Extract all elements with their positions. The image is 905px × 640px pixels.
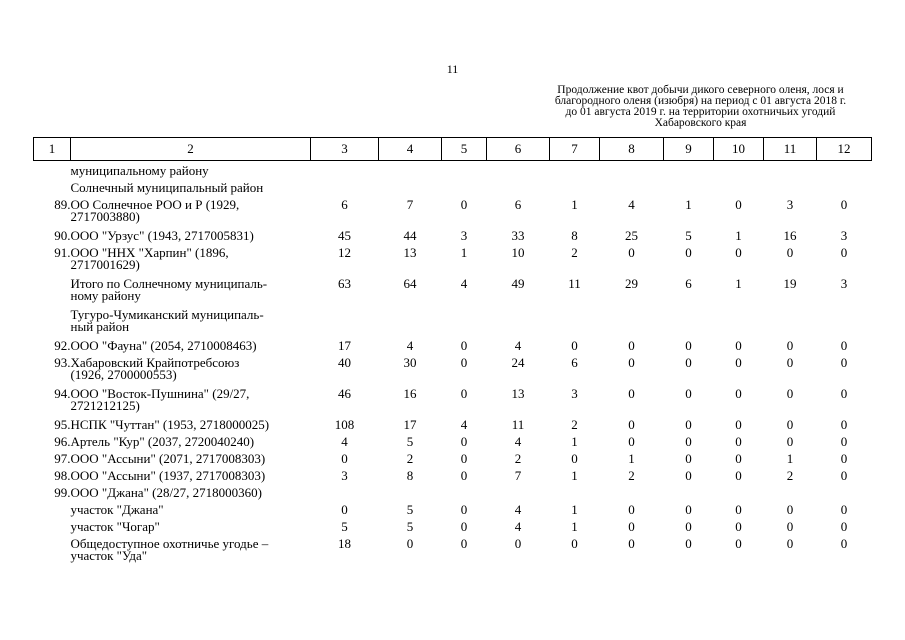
row-number: 97. (54, 451, 71, 466)
value-cell: 3 (571, 386, 578, 401)
value-cell: 0 (735, 536, 742, 551)
value-cell (600, 165, 664, 182)
row-name-line: ному району (70, 288, 141, 303)
table-row (34, 199, 872, 230)
value-cell: 0 (685, 502, 692, 517)
value-cell: 7 (514, 468, 522, 483)
value-cell: 0 (460, 355, 468, 370)
row-number (34, 278, 71, 309)
value-cell: 0 (786, 386, 794, 401)
value-cell: 0 (840, 451, 848, 466)
row-number (34, 521, 71, 538)
value-cell: 6 (571, 355, 578, 370)
value-cell: 0 (685, 386, 692, 401)
value-cell: 0 (840, 386, 848, 401)
value-cell: 19 (783, 276, 797, 291)
value-cell: 0 (571, 451, 578, 466)
row-name-line: ОО Солнечное РОО и Р (1929, (70, 197, 240, 212)
table-row (34, 388, 872, 419)
value-cell (379, 165, 442, 182)
page-number: 11 (446, 62, 459, 76)
table-body (34, 161, 872, 570)
row-name-line: Солнечный муниципальный район (70, 180, 264, 195)
value-cell: 0 (786, 417, 794, 432)
value-cell: 0 (840, 355, 848, 370)
row-name (71, 538, 311, 569)
row-name-line: Хабаровский Крайпотребсоюз (70, 355, 240, 370)
value-cell: 0 (685, 451, 692, 466)
value-cell: 0 (735, 417, 742, 432)
table-row (34, 538, 872, 569)
value-cell (311, 165, 379, 182)
value-cell (550, 165, 600, 182)
value-cell: 0 (735, 519, 742, 534)
value-cell: 2 (571, 245, 578, 260)
value-cell: 1 (735, 228, 742, 243)
value-cell: 49 (511, 276, 525, 291)
value-cell (764, 165, 817, 182)
value-cell: 0 (460, 502, 468, 517)
row-name-line: Артель "Кур" (2037, 2720040240) (70, 434, 255, 449)
column-header: 6 (487, 138, 550, 161)
value-cell: 3 (840, 228, 848, 243)
row-name-line: участок "Чогар" (70, 519, 160, 534)
value-cell: 3 (341, 468, 348, 483)
value-cell: 0 (840, 502, 848, 517)
value-cell: 13 (403, 245, 417, 260)
value-cell: 0 (628, 355, 635, 370)
value-cell: 8 (406, 468, 414, 483)
quota-table (33, 137, 872, 569)
value-cell: 1 (571, 468, 578, 483)
value-cell: 4 (628, 197, 635, 212)
value-cell: 0 (628, 519, 635, 534)
row-name-line: участок "Джана" (70, 502, 164, 517)
value-cell: 108 (334, 417, 355, 432)
value-cell: 17 (338, 338, 351, 353)
column-header: 1 (34, 138, 71, 161)
value-cell: 0 (341, 502, 348, 517)
value-cell: 1 (571, 434, 578, 449)
column-header: 5 (442, 138, 487, 161)
value-cell: 3 (460, 228, 468, 243)
caption-line: Продолжение квот добычи дикого северного оленя, лося и (557, 84, 844, 96)
column-header: 4 (379, 138, 442, 161)
value-cell: 4 (341, 434, 348, 449)
value-cell (379, 309, 442, 340)
value-cell: 0 (460, 434, 468, 449)
row-name-line: ООО "Восток-Пушнина" (29/27, (70, 386, 250, 401)
value-cell: 45 (338, 228, 351, 243)
value-cell: 0 (840, 536, 848, 551)
value-cell: 0 (628, 417, 635, 432)
value-cell: 0 (685, 434, 692, 449)
table-row (34, 247, 872, 278)
value-cell: 4 (514, 338, 522, 353)
value-cell: 5 (406, 434, 414, 449)
value-cell: 4 (460, 417, 468, 432)
caption-line: Хабаровского края (654, 117, 747, 129)
value-cell: 4 (406, 338, 414, 353)
value-cell (311, 309, 379, 340)
value-cell: 4 (514, 519, 522, 534)
value-cell: 1 (786, 451, 794, 466)
value-cell: 1 (628, 451, 635, 466)
value-cell: 0 (735, 245, 742, 260)
value-cell: 0 (685, 417, 692, 432)
caption-line: благородного оленя (изюбря) на период с 01 августа 2018 г. (554, 95, 847, 107)
row-number: 96. (54, 434, 71, 449)
row-number: 94. (54, 386, 71, 401)
row-name-line: ООО "Ассыни" (1937, 2717008303) (70, 468, 266, 483)
value-cell (487, 165, 550, 182)
row-name-line: 2721212125) (70, 398, 140, 413)
value-cell: 0 (460, 338, 468, 353)
row-number: 95. (54, 417, 71, 432)
table-row (34, 357, 872, 388)
column-header: 12 (817, 138, 872, 161)
value-cell: 0 (628, 502, 635, 517)
value-cell (487, 309, 550, 340)
value-cell: 3 (786, 197, 794, 212)
value-cell (664, 309, 714, 340)
value-cell: 1 (571, 197, 578, 212)
value-cell: 8 (571, 228, 578, 243)
value-cell: 46 (338, 386, 351, 401)
column-header: 3 (311, 138, 379, 161)
value-cell: 0 (685, 355, 692, 370)
header-row (34, 138, 872, 161)
column-header: 2 (71, 138, 311, 161)
value-cell: 0 (406, 536, 414, 551)
value-cell: 0 (840, 434, 848, 449)
value-cell: 0 (786, 245, 794, 260)
value-cell: 5 (406, 519, 414, 534)
value-cell: 0 (735, 386, 742, 401)
value-cell: 11 (511, 417, 525, 432)
value-cell: 0 (840, 338, 848, 353)
value-cell: 0 (628, 536, 635, 551)
column-header: 10 (714, 138, 764, 161)
value-cell: 5 (406, 502, 414, 517)
value-cell: 0 (341, 451, 348, 466)
value-cell: 0 (685, 468, 692, 483)
value-cell (664, 165, 714, 182)
value-cell: 0 (460, 519, 468, 534)
value-cell: 63 (338, 276, 351, 291)
value-cell: 0 (685, 519, 692, 534)
row-number (34, 504, 71, 521)
value-cell: 6 (341, 197, 348, 212)
value-cell: 0 (685, 536, 692, 551)
row-name (71, 247, 311, 278)
value-cell: 2 (514, 451, 522, 466)
value-cell: 10 (511, 245, 525, 260)
table-caption (528, 85, 873, 129)
value-cell: 1 (685, 197, 692, 212)
value-cell: 0 (735, 355, 742, 370)
value-cell: 5 (685, 228, 692, 243)
row-name-line: (1926, 2700000553) (70, 367, 177, 382)
value-cell: 33 (511, 228, 525, 243)
value-cell: 44 (403, 228, 417, 243)
value-cell: 24 (511, 355, 525, 370)
value-cell: 16 (783, 228, 797, 243)
row-name-line: НСПК "Чуттан" (1953, 2718000025) (70, 417, 270, 432)
value-cell: 2 (571, 417, 578, 432)
row-number: 91. (54, 245, 71, 260)
value-cell: 0 (685, 245, 692, 260)
value-cell: 2 (786, 468, 794, 483)
value-cell (714, 309, 764, 340)
value-cell: 0 (840, 197, 848, 212)
row-number (34, 165, 71, 182)
value-cell: 0 (571, 536, 578, 551)
value-cell: 11 (568, 276, 581, 291)
value-cell: 0 (735, 451, 742, 466)
value-cell: 0 (735, 468, 742, 483)
value-cell (442, 165, 487, 182)
row-name (71, 309, 311, 340)
value-cell: 0 (628, 245, 635, 260)
row-name (71, 278, 311, 309)
value-cell: 4 (514, 502, 522, 517)
value-cell (764, 309, 817, 340)
value-cell: 17 (403, 417, 417, 432)
row-name-line: ный район (70, 319, 130, 334)
row-number: 93. (54, 355, 71, 370)
value-cell: 2 (406, 451, 414, 466)
value-cell: 0 (786, 355, 794, 370)
value-cell: 0 (786, 519, 794, 534)
value-cell: 1 (460, 245, 468, 260)
row-name-line: 2717001629) (70, 257, 140, 272)
value-cell: 4 (460, 276, 468, 291)
value-cell: 2 (628, 468, 635, 483)
value-cell (442, 309, 487, 340)
row-name-line: участок "Уда" (70, 548, 148, 563)
row-number (34, 538, 71, 569)
value-cell: 1 (571, 519, 578, 534)
column-header: 9 (664, 138, 714, 161)
value-cell: 0 (786, 338, 794, 353)
row-name-line: ООО "Урзус" (1943, 2717005831) (70, 228, 254, 243)
value-cell: 4 (514, 434, 522, 449)
row-name-line: муниципальному району (70, 163, 209, 178)
value-cell (817, 309, 872, 340)
value-cell: 0 (840, 245, 848, 260)
value-cell: 0 (786, 536, 794, 551)
value-cell: 0 (840, 417, 848, 432)
column-header: 7 (550, 138, 600, 161)
value-cell: 40 (338, 355, 351, 370)
value-cell: 6 (685, 276, 692, 291)
value-cell: 12 (338, 245, 351, 260)
value-cell: 3 (840, 276, 848, 291)
value-cell: 0 (840, 519, 848, 534)
value-cell: 0 (786, 434, 794, 449)
table-row (34, 309, 872, 340)
caption-line: до 01 августа 2019 г. на территории охотничьих угодий (565, 106, 836, 118)
row-number: 90. (54, 228, 71, 243)
row-number: 92. (54, 338, 71, 353)
row-name (71, 357, 311, 388)
row-name-line: ООО "Ассыни" (2071, 2717008303) (70, 451, 266, 466)
row-name-line: ООО "Фауна" (2054, 2710008463) (70, 338, 257, 353)
value-cell: 0 (460, 386, 468, 401)
value-cell: 0 (571, 338, 578, 353)
value-cell: 0 (735, 502, 742, 517)
row-number: 89. (54, 197, 71, 212)
value-cell: 30 (403, 355, 417, 370)
value-cell: 0 (460, 468, 468, 483)
row-name (71, 199, 311, 230)
value-cell: 0 (460, 536, 468, 551)
row-name-line: Общедоступное охотничье угодье – (70, 536, 269, 551)
value-cell (550, 309, 600, 340)
value-cell: 0 (735, 197, 742, 212)
value-cell (817, 165, 872, 182)
value-cell: 0 (786, 502, 794, 517)
value-cell: 0 (460, 197, 468, 212)
table-row (34, 278, 872, 309)
value-cell: 1 (735, 276, 742, 291)
value-cell: 7 (406, 197, 414, 212)
value-cell: 0 (628, 386, 635, 401)
row-name (71, 388, 311, 419)
column-header: 11 (764, 138, 817, 161)
value-cell: 25 (625, 228, 638, 243)
value-cell: 29 (625, 276, 638, 291)
value-cell: 0 (460, 451, 468, 466)
row-name-line: 2717003880) (70, 209, 140, 224)
value-cell: 6 (514, 197, 522, 212)
value-cell: 0 (628, 434, 635, 449)
value-cell: 13 (511, 386, 525, 401)
column-header: 8 (600, 138, 664, 161)
row-number (34, 309, 71, 340)
row-number: 98. (54, 468, 71, 483)
value-cell: 0 (840, 468, 848, 483)
row-name-line: ООО "Джана" (28/27, 2718000360) (70, 485, 262, 500)
value-cell (714, 165, 764, 182)
value-cell: 5 (341, 519, 348, 534)
value-cell: 0 (514, 536, 522, 551)
value-cell: 0 (685, 338, 692, 353)
value-cell (600, 309, 664, 340)
row-name-line: Итого по Солнечному муниципаль- (70, 276, 268, 291)
value-cell: 1 (571, 502, 578, 517)
value-cell: 0 (628, 338, 635, 353)
value-cell: 0 (735, 434, 742, 449)
row-name-line: Тугуро-Чумиканский муниципаль- (70, 307, 264, 322)
value-cell: 16 (403, 386, 417, 401)
row-name-line: ООО "ННХ "Харпин" (1896, (70, 245, 229, 260)
value-cell: 18 (338, 536, 351, 551)
row-number: 99. (54, 485, 71, 500)
value-cell: 0 (735, 338, 742, 353)
value-cell: 64 (403, 276, 417, 291)
